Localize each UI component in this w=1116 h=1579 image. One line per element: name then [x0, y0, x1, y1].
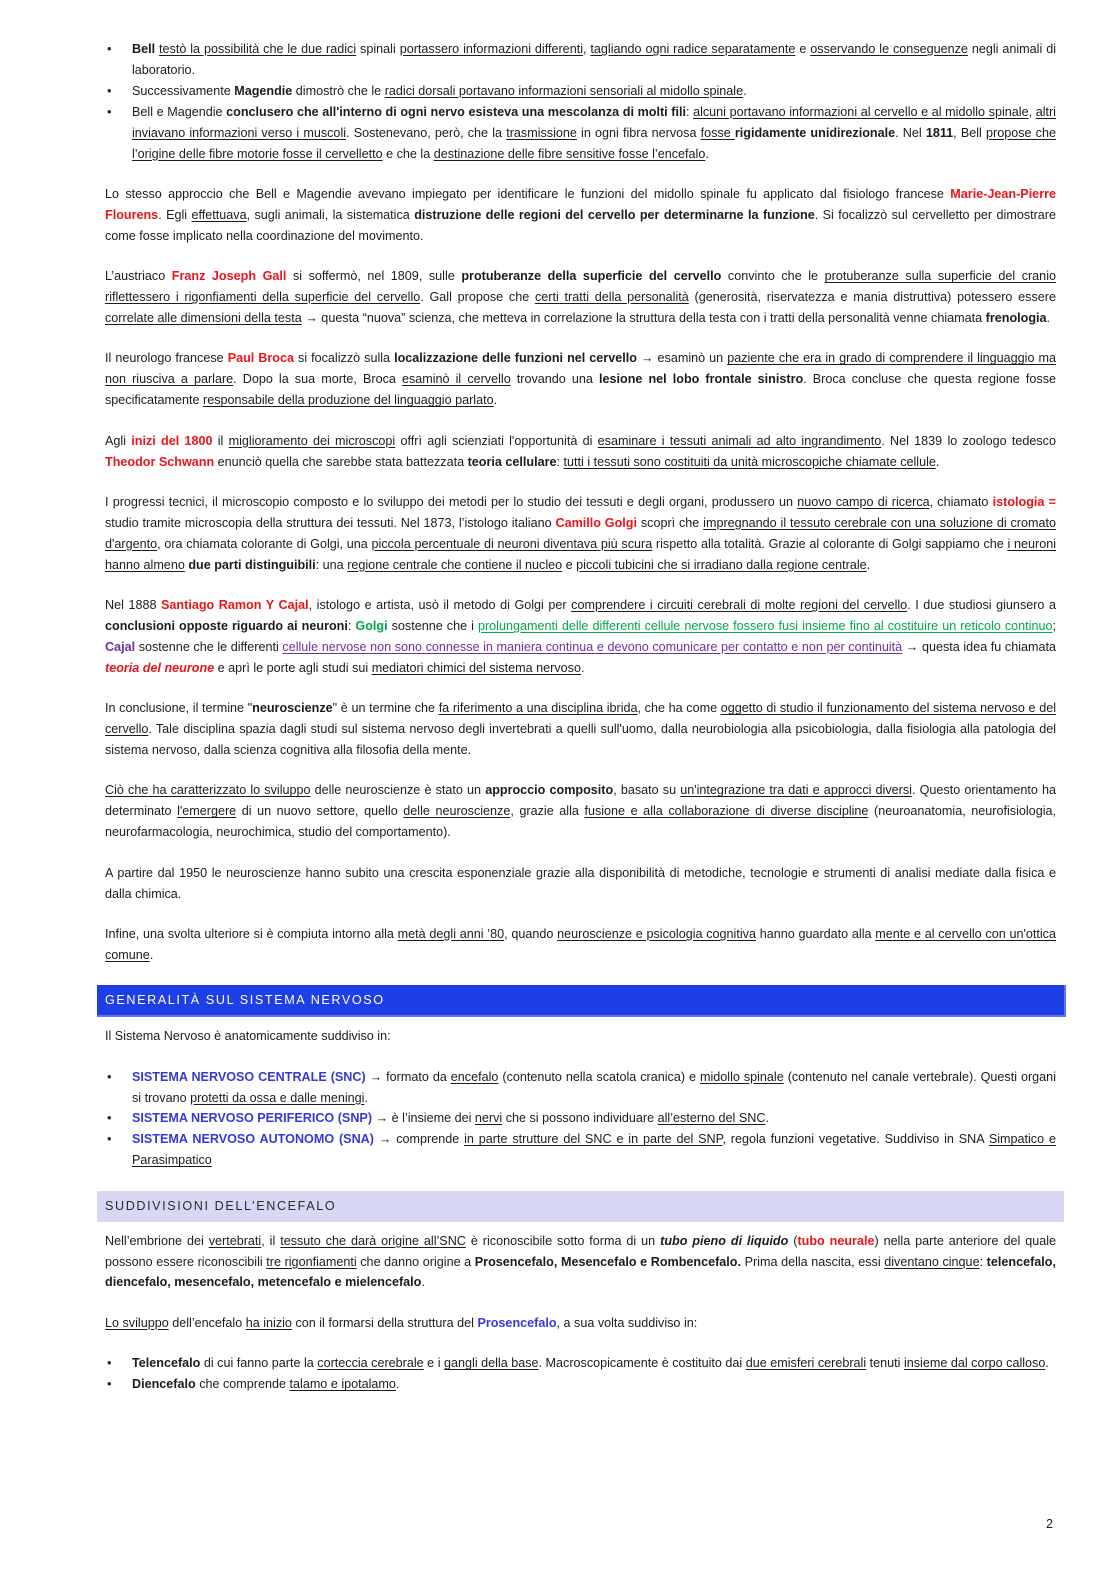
- text-run: all’esterno del SNC: [657, 1111, 766, 1126]
- text-run: Lo sviluppo: [105, 1315, 169, 1330]
- bullet-item-sna: [105, 1129, 1056, 1171]
- text-run: Nell’embrione dei: [105, 1233, 209, 1248]
- text-run: regione centrale che contiene il nucleo: [347, 557, 563, 572]
- text-run: rispetto alla totalità. Grazie al colorante di Golgi sappiamo che: [652, 536, 1008, 551]
- text-run: e aprì le porte agli studi sui: [214, 660, 372, 675]
- bullet-item-snc: [105, 1067, 1056, 1109]
- text-run: lesione nel lobo frontale sinistro: [599, 372, 804, 387]
- text-run: Marie-Jean-Pierre Flourens: [105, 186, 1056, 222]
- text-run: Santiago Ramon Y Cajal: [161, 598, 309, 613]
- text-run: , ora chiamata colorante di Golgi, una: [157, 536, 372, 551]
- text-run: SISTEMA NERVOSO PERIFERICO (SNP): [132, 1111, 373, 1126]
- text-run: L’austriaco: [105, 269, 172, 284]
- text-run: .: [580, 660, 585, 675]
- text-run: alcuni portavano informazioni al cervello e al midollo spinale: [693, 104, 1029, 119]
- paragraph-schwann: [105, 431, 1056, 473]
- text-run: protetti da ossa e dalle meningi: [190, 1090, 365, 1105]
- text-run: portassero informazioni differenti: [399, 42, 583, 56]
- text-run: Ciò che ha caratterizzato lo sviluppo: [105, 783, 311, 798]
- text-run: piccoli tubicini che si irradiano dalla regione centrale: [576, 557, 867, 572]
- text-run: Bell e Magendie: [132, 104, 227, 119]
- text-run: , quando: [504, 926, 558, 941]
- text-run: i neuroni hanno almeno: [105, 536, 1057, 572]
- text-run: .: [743, 83, 747, 98]
- text-run: , grazie alla: [510, 804, 585, 819]
- text-run: fosse: [700, 125, 735, 140]
- text-run: cellule nervose non sono connesse in maniera continua e devono comunicare per contatto e non per continuità: [282, 639, 903, 654]
- text-run: approccio composito: [485, 783, 614, 798]
- text-run: .: [705, 146, 709, 161]
- text-run: . Nel: [895, 125, 926, 140]
- text-run: metà degli anni ’80: [397, 926, 505, 941]
- text-run: .: [364, 1090, 368, 1105]
- text-run: ,: [1028, 104, 1036, 119]
- text-run: si soffermò, nel 1809, sulle: [286, 269, 462, 284]
- text-run: esaminare i tessuti animali ad alto ingrandimento: [597, 433, 882, 448]
- text-run: Infine, una svolta ulteriore si è compiuta intorno alla: [105, 926, 398, 941]
- text-run: , sugli animali, la sistematica: [246, 207, 415, 222]
- text-run: Cajal: [105, 639, 136, 654]
- text-run: altri inviavano informazioni verso i muscoli: [132, 104, 1056, 140]
- text-run: conclusero che all'interno di ogni nervo esisteva una mescolanza di molti fili: [226, 104, 686, 119]
- text-run: vertebrati: [208, 1233, 262, 1248]
- text-run: → comprende: [373, 1132, 465, 1147]
- text-run: esaminò il cervello: [401, 372, 511, 387]
- page-content: [105, 39, 1056, 1415]
- text-run: localizzazione delle funzioni nel cervello: [394, 351, 637, 366]
- text-run: corteccia cerebrale: [317, 1356, 424, 1371]
- text-run: nuovo campo di ricerca: [797, 494, 930, 509]
- paragraph-gall: [105, 266, 1056, 329]
- text-run: , a sua volta suddiviso in:: [556, 1315, 698, 1330]
- text-run: .: [395, 1377, 400, 1392]
- text-run: istologia =: [992, 494, 1056, 509]
- sistema-nervoso-bullet-list: [105, 1067, 1056, 1172]
- text-run: dimostrò che le: [292, 83, 385, 98]
- text-run: SISTEMA NERVOSO AUTONOMO (SNA): [132, 1132, 374, 1147]
- bullet-item-telencefalo: [105, 1353, 1056, 1374]
- text-run: tagliando ogni radice separatamente: [590, 42, 796, 56]
- text-run: che si possono individuare: [502, 1111, 658, 1126]
- text-run: conclusioni opposte riguardo ai neuroni: [105, 618, 348, 633]
- bullet-item-magendie: [105, 81, 1056, 102]
- text-run: fusione e alla collaborazione di diverse discipline: [584, 804, 869, 819]
- text-run: → esaminò un: [636, 351, 728, 366]
- text-run: un'integrazione tra dati e approcci diversi: [680, 783, 912, 798]
- text-run: responsabile della produzione del linguaggio parlato: [203, 393, 494, 408]
- text-run: . Si focalizzò sul cervelletto per dimostrare come fosse implicato nella coordinazione del movimento.: [105, 207, 1057, 243]
- text-run: :: [556, 454, 564, 469]
- text-run: .: [421, 1275, 425, 1290]
- encefalo-bullet-list: [105, 1353, 1056, 1395]
- text-run: in parte strutture del SNC e in parte del SNP: [464, 1132, 723, 1147]
- text-run: spinali: [356, 42, 400, 56]
- text-run: Prosencefalo: [477, 1315, 557, 1330]
- text-run: (generosità, riservatezza e mania distruttiva) potessero essere: [688, 290, 1056, 305]
- text-run: distruzione delle regioni del cervello per determinarne la funzione: [414, 207, 815, 222]
- text-run: si focalizzò sulla: [294, 351, 395, 366]
- text-run: teoria del neurone: [105, 660, 215, 675]
- text-run: gangli della base: [444, 1356, 539, 1371]
- text-run: .: [765, 1111, 769, 1126]
- text-run: delle neuroscienze: [403, 804, 511, 819]
- text-run: inizi del 1800: [131, 433, 213, 448]
- text-run: trovando una: [510, 372, 599, 387]
- bullet-item-bell: [105, 39, 1056, 81]
- text-run: neuroscienze e psicologia cognitiva: [557, 926, 756, 941]
- text-run: Franz Joseph Gall: [171, 269, 287, 284]
- text-run: trasmissione: [506, 125, 577, 140]
- paragraph-golgi: [105, 492, 1056, 576]
- text-run: ;: [1052, 618, 1056, 633]
- text-run: l'emergere: [177, 804, 237, 819]
- text-run: e che la: [382, 146, 434, 161]
- text-run: è riconoscibile sotto forma di un: [465, 1233, 661, 1248]
- text-run: In conclusione, il termine ": [105, 701, 253, 716]
- text-run: Telencefalo: [132, 1356, 201, 1371]
- text-run: , istologo e artista, usò il metodo di Golgi per: [308, 598, 572, 613]
- text-run: ) nella parte anteriore del quale possono essere riconoscibili: [105, 1233, 1057, 1269]
- text-run: tre rigonfiamenti: [266, 1254, 357, 1269]
- text-run: Camillo Golgi: [555, 515, 637, 530]
- text-run: . Nel 1839 lo zoologo tedesco: [881, 433, 1056, 448]
- text-run: Successivamente: [132, 83, 235, 98]
- text-run: paziente che era in grado di comprendere il linguaggio ma non riusciva a parlare: [105, 351, 1056, 387]
- text-run: mediatori chimici del sistema nervoso: [371, 660, 581, 675]
- text-run: . Gall propose che: [420, 290, 535, 305]
- text-run: osservando le conseguenze: [810, 42, 968, 56]
- text-run: tutti i tessuti sono costituiti da unità microscopiche chiamate cellule: [563, 454, 936, 469]
- text-run: telencefalo, diencefalo, mesencefalo, metencefalo e mielencefalo: [105, 1254, 1056, 1290]
- paragraph-approccio: [105, 780, 1056, 843]
- text-run: certi tratti della personalità: [535, 290, 689, 305]
- text-run: . Broca concluse che questa regione fosse specificatamente: [105, 372, 1056, 408]
- page-number: 2: [1046, 1517, 1054, 1531]
- text-run: sostenne che le differenti: [135, 639, 283, 654]
- text-run: Simpatico e Parasimpatico: [132, 1132, 1056, 1168]
- text-run: :: [347, 618, 356, 633]
- text-run: . Questo orientamento ha determinato: [105, 783, 1056, 819]
- text-run: Nel 1888: [105, 598, 162, 613]
- text-run: enunciò quella che sarebbe stata battezzata: [214, 454, 468, 469]
- text-run: tubo neurale: [797, 1233, 875, 1248]
- text-run: tenuti: [866, 1356, 904, 1371]
- text-run: correlate alle dimensioni della testa: [105, 310, 302, 325]
- text-run: → questa idea fu chiamata: [902, 639, 1056, 654]
- text-run: Bell: [132, 42, 160, 56]
- text-run: e: [795, 42, 811, 56]
- text-run: .: [1046, 310, 1051, 325]
- text-run: fa riferimento a una disciplina ibrida: [438, 701, 638, 716]
- paragraph-sistema-nervoso-intro: Il Sistema Nervoso è anatomicamente suddiviso in:: [105, 1029, 391, 1044]
- text-run: .: [149, 947, 154, 962]
- text-run: → formato da: [365, 1069, 451, 1084]
- text-run: , che ha come: [637, 701, 721, 716]
- text-run: e i: [423, 1356, 444, 1371]
- text-run: :: [685, 104, 694, 119]
- text-run: Diencefalo: [132, 1377, 196, 1392]
- text-run: Magendie: [234, 83, 293, 98]
- text-run: rigidamente unidirezionale: [734, 125, 896, 140]
- text-run: con il formarsi della struttura del: [291, 1315, 478, 1330]
- text-run: testò la possibilità che le due radici: [159, 42, 357, 56]
- text-run: Agli: [105, 433, 132, 448]
- paragraph-1950: [105, 863, 1056, 905]
- text-run: . Egli: [158, 207, 192, 222]
- text-run: .: [935, 454, 940, 469]
- text-run: , Bell: [953, 125, 986, 140]
- text-run: prolungamenti delle differenti cellule nervose fossero fusi insieme fino al costituire un reticolo continuo: [477, 618, 1053, 633]
- text-run: scoprì che: [637, 515, 704, 530]
- text-run: protuberanze della superficie del cervello: [461, 269, 722, 284]
- text-run: dell’encefalo: [168, 1315, 246, 1330]
- section-heading-sistema-nervoso: GENERALITÀ SUL SISTEMA NERVOSO: [97, 985, 1066, 1017]
- paragraph-broca: [105, 348, 1056, 411]
- text-run: , basato su: [613, 783, 681, 798]
- text-run: che danno origine a: [356, 1254, 475, 1269]
- text-run: Paul Broca: [227, 351, 294, 366]
- text-run: oggetto di studio il funzionamento del sistema nervoso e del cervello: [105, 701, 1056, 737]
- paragraph-flourens: [105, 184, 1056, 247]
- text-run: sostenne che i: [387, 618, 478, 633]
- text-run: che comprende: [195, 1377, 290, 1392]
- bullet-item-diencefalo: [105, 1374, 1056, 1395]
- text-run: comprendere i circuiti cerebrali di molte regioni del cervello: [571, 598, 908, 613]
- text-run: .: [866, 557, 871, 572]
- text-run: propose che l’origine delle fibre motorie fosse il cervelletto: [132, 125, 1056, 161]
- text-run: (contenuto nel canale vertebrale). Questi organi si trovano: [132, 1069, 1056, 1105]
- text-run: , regola funzioni vegetative. Suddiviso in SNA: [722, 1132, 989, 1147]
- text-run: tessuto che darà origine all’SNC: [280, 1233, 466, 1248]
- text-run: delle neuroscienze è stato un: [310, 783, 486, 798]
- text-run: tubo pieno di liquido: [660, 1233, 789, 1248]
- text-run: di cui fanno parte la: [200, 1356, 318, 1371]
- text-run: (: [788, 1233, 798, 1248]
- text-run: .: [493, 393, 498, 408]
- text-run: . Sostenevano, però, che la: [346, 125, 507, 140]
- paragraph-embrione: [105, 1231, 1056, 1294]
- text-run: in ogni fibra nervosa: [576, 125, 701, 140]
- paragraph-cajal: [105, 595, 1056, 679]
- text-run: miglioramento dei microscopi: [228, 433, 396, 448]
- text-run: .: [1045, 1356, 1049, 1371]
- text-run: nervi: [474, 1111, 503, 1126]
- text-run: (neuroanatomia, neurofisiologia, neurofarmacologia, neurochimica, studio del comportamento).: [105, 804, 1056, 840]
- text-run: insieme dal corpo calloso: [903, 1356, 1046, 1371]
- paragraph-anni-80: [105, 924, 1056, 966]
- text-run: mente e al cervello con un'ottica comune: [105, 926, 1056, 962]
- text-run: Lo stesso approccio che Bell e Magendie avevano impiegato per identificare le funzioni del midollo spinale fu applicato dal fisiologo francese: [105, 186, 951, 201]
- text-run: . I due studiosi giunsero a: [907, 598, 1056, 613]
- text-run: ha inizio: [245, 1315, 292, 1330]
- text-run: due parti distinguibili: [184, 557, 316, 572]
- text-run: (contenuto nella scatola cranica) e: [498, 1069, 700, 1084]
- text-run: SISTEMA NERVOSO CENTRALE (SNC): [132, 1069, 366, 1084]
- text-run: piccola percentuale di neuroni diventava più scura: [371, 536, 653, 551]
- history-bullet-list: [105, 39, 1056, 164]
- text-run: diventano cinque: [884, 1254, 980, 1269]
- text-run: . Macroscopicamente è costituito dai: [538, 1356, 746, 1371]
- text-run: " è un termine che: [332, 701, 439, 716]
- text-run: convinto che le: [721, 269, 825, 284]
- text-run: due emisferi cerebrali: [745, 1356, 867, 1371]
- text-run: frenologia: [985, 310, 1047, 325]
- paragraph-sviluppo: [105, 1313, 1056, 1334]
- text-run: A partire dal 1950 le neuroscienze hanno subito una crescita esponenziale grazie alla disponibilità di metodiche, tecnologie e strumenti di analisi mediate dalla fisica e dalla chimica.: [105, 865, 1056, 901]
- text-run: e: [562, 557, 577, 572]
- text-run: → questa “nuova” scienza, che metteva in correlazione la struttura della testa con i tratti della personalità venne chiamata: [301, 310, 986, 325]
- text-run: midollo spinale: [699, 1069, 784, 1084]
- section-heading-encefalo: SUDDIVISIONI DELL’ENCEFALO: [97, 1191, 1064, 1222]
- text-run: 1811: [925, 125, 954, 140]
- text-run: Prima della nascita, essi: [741, 1254, 885, 1269]
- text-run: : una: [315, 557, 348, 572]
- text-run: , chiamato: [929, 494, 993, 509]
- text-run: . Tale disciplina spazia dagli studi sul sistema nervoso degli invertebrati a quelli sull'uomo, dalla neurobiologia alla psicobiologia, dalla fisiologia alla patologia del sistema nervoso, dalla scienza cognitiva alla filosofia della mente.: [105, 722, 1056, 757]
- text-run: talamo e ipotalamo: [289, 1377, 396, 1392]
- text-run: encefalo: [450, 1069, 499, 1084]
- text-run: Il neurologo francese: [105, 351, 228, 366]
- text-run: :: [979, 1254, 987, 1269]
- text-run: protuberanze sulla superficie del cranio riflettessero i rigonfiamenti della superficie del cervello: [105, 269, 1056, 305]
- text-run: offrì agli scienziati l'opportunità di: [395, 433, 598, 448]
- text-run: destinazione delle fibre sensitive fosse l’encefalo: [433, 146, 706, 161]
- text-run: . Dopo la sua morte, Broca: [233, 372, 402, 387]
- text-run: ,: [583, 42, 591, 56]
- text-run: neuroscienze: [252, 701, 333, 716]
- text-run: studio tramite microscopia della struttura dei tessuti. Nel 1873, l’istologo italiano: [105, 515, 556, 530]
- text-run: Theodor Schwann: [105, 454, 215, 469]
- text-run: di un nuovo settore, quello: [236, 804, 404, 819]
- text-run: , il: [261, 1233, 281, 1248]
- text-run: teoria cellulare: [467, 454, 557, 469]
- text-run: radici dorsali portavano informazioni sensoriali al midollo spinale: [384, 83, 744, 98]
- text-run: Prosencefalo, Mesencefalo e Rombencefalo.: [474, 1254, 741, 1269]
- text-run: hanno guardato alla: [755, 926, 876, 941]
- text-run: il: [212, 433, 229, 448]
- text-run: negli animali di laboratorio.: [132, 42, 1056, 77]
- bullet-item-snp: [105, 1108, 1056, 1129]
- text-run: → è l’insieme dei: [372, 1111, 475, 1126]
- text-run: impregnando il tessuto cerebrale con una soluzione di cromato d'argento: [105, 515, 1056, 551]
- text-run: Golgi: [355, 618, 388, 633]
- text-run: effettuava: [191, 207, 247, 222]
- text-run: I progressi tecnici, il microscopio composto e lo sviluppo dei metodi per lo studio dei tessuti e degli organi, produssero un: [105, 494, 798, 509]
- bullet-item-bell-magendie: [105, 102, 1056, 165]
- paragraph-neuroscienze: [105, 698, 1056, 761]
